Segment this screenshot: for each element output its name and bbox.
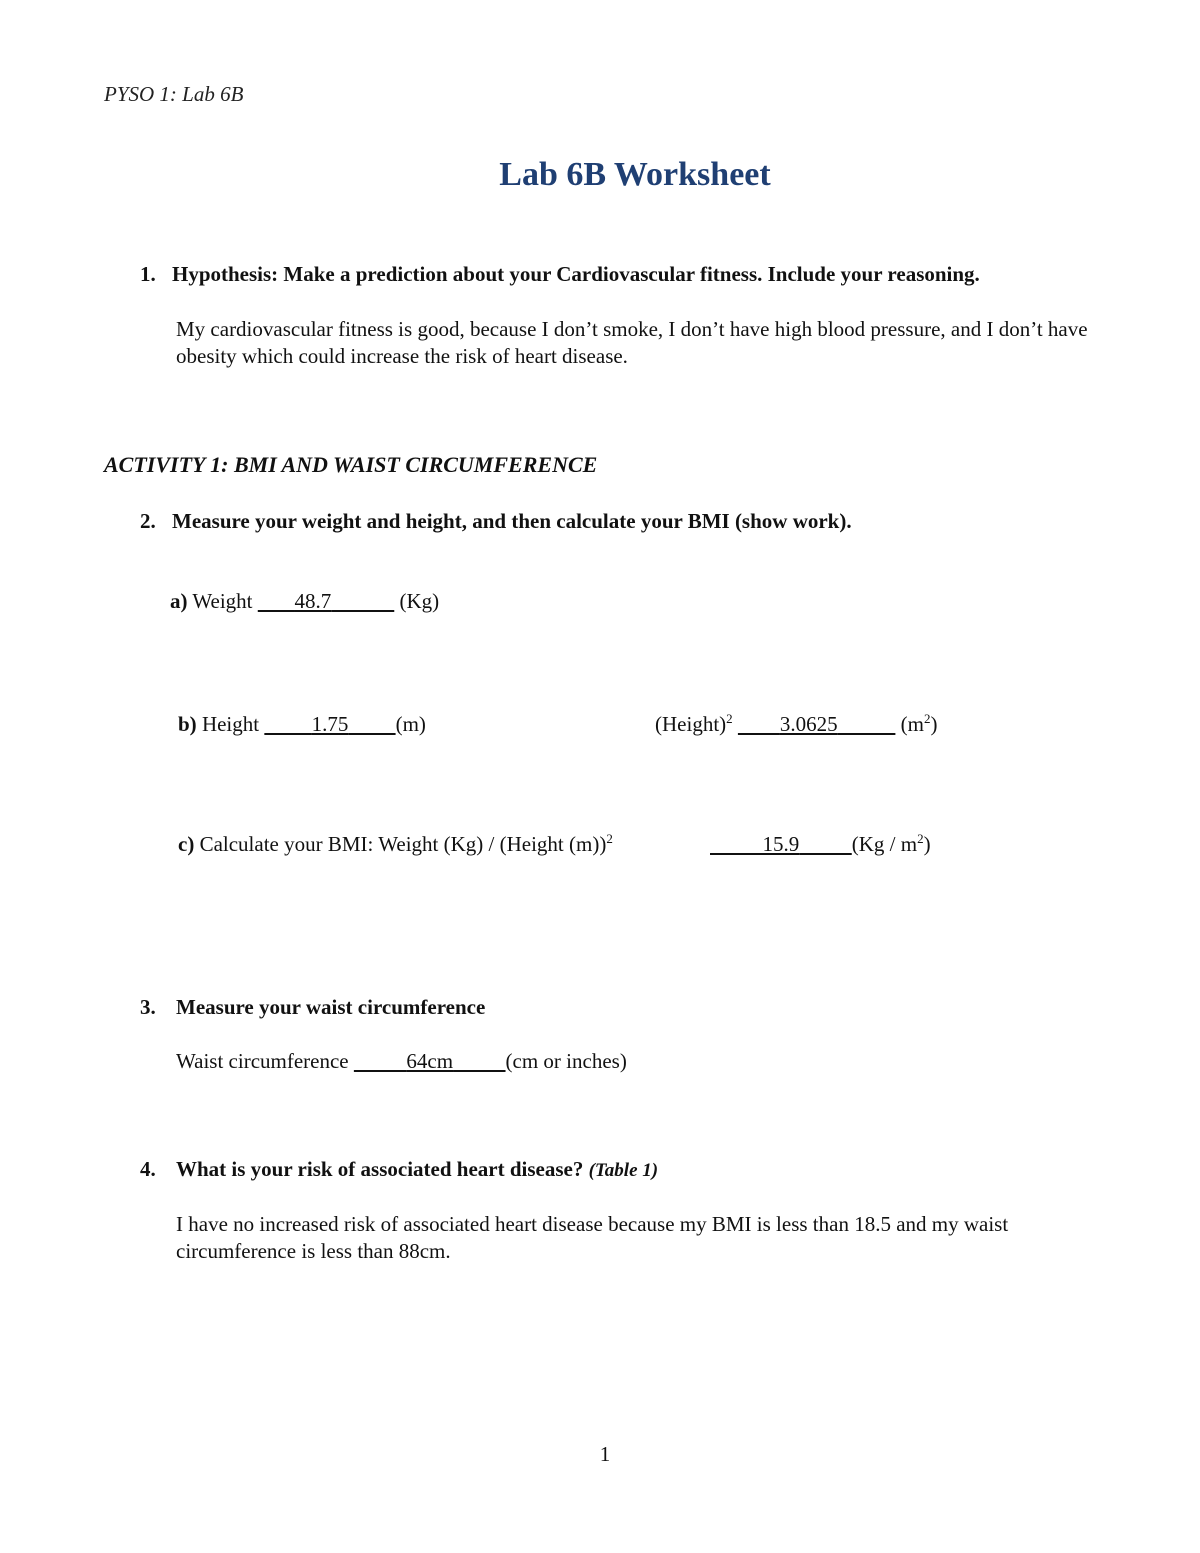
bmi-unit: (Kg / m [851, 832, 918, 856]
height-squared-value[interactable]: 3.0625 [779, 712, 838, 736]
q1-number: 1. [140, 262, 156, 286]
height-squared-unit: (m [900, 712, 924, 736]
height-squared-unit-close: ) [930, 712, 938, 736]
bmi-text: Calculate your BMI: Weight (Kg) / (Height (m)) [199, 832, 607, 856]
bmi-unit-close: ) [923, 832, 931, 856]
waist-value[interactable]: 64cm [406, 1049, 454, 1073]
height-unit: (m) [395, 712, 426, 736]
bmi-row [178, 832, 613, 857]
q2-number: 2. [140, 509, 156, 533]
bmi-unit-sup: 2 [917, 831, 924, 846]
q3-number: 3. [140, 995, 156, 1019]
height-label: b) [178, 712, 197, 736]
height-squared-sup: 2 [726, 711, 733, 726]
weight-unit: (Kg) [399, 589, 440, 613]
q4-table-reference: (Table 1) [588, 1160, 659, 1181]
waist-row [176, 1049, 627, 1074]
running-header: PYSO 1: Lab 6B [104, 82, 244, 106]
bmi-text-sup: 2 [606, 831, 613, 846]
height-squared-row [655, 712, 937, 737]
page-title: Lab 6B Worksheet [499, 156, 771, 193]
weight-text: Weight [192, 589, 253, 613]
weight-label: a) [170, 589, 188, 613]
q4-answer: I have no increased risk of associated heart disease because my BMI is less than 18.5 and my waist circumference is less than 88cm. [176, 1212, 1009, 1263]
bmi-answer-row [710, 832, 931, 857]
waist-label: Waist circumference [176, 1049, 349, 1073]
height-squared-text: (Height) [655, 712, 727, 736]
height-squared-unit-sup: 2 [923, 711, 931, 726]
waist-unit: (cm or inches) [505, 1049, 627, 1073]
q1-answer: My cardiovascular fitness is good, because I don’t smoke, I don’t have high blood pressure, and I don’t have obesity which could increase the risk of heart disease. [176, 317, 1088, 368]
weight-value[interactable]: 48.7 [294, 589, 332, 613]
height-row [178, 712, 426, 737]
q4-number: 4. [140, 1157, 156, 1181]
height-text: Height [201, 712, 260, 736]
weight-row [170, 589, 439, 614]
q1-question: Hypothesis: Make a prediction about your Cardiovascular fitness. Include your reasoning. [172, 262, 980, 286]
activity-1-heading: ACTIVITY 1: BMI AND WAIST CIRCUMFERENCE [104, 452, 598, 477]
q3-question: Measure your waist circumference [176, 995, 486, 1019]
q4-question [176, 1157, 658, 1182]
q4-question-text: What is your risk of associated heart disease? [176, 1157, 584, 1181]
bmi-value[interactable]: 15.9 [762, 832, 800, 856]
bmi-label: c) [178, 832, 195, 856]
height-value[interactable]: 1.75 [311, 712, 349, 736]
q2-question: Measure your weight and height, and then calculate your BMI (show work). [172, 509, 852, 533]
page-number: 1 [599, 1442, 611, 1466]
